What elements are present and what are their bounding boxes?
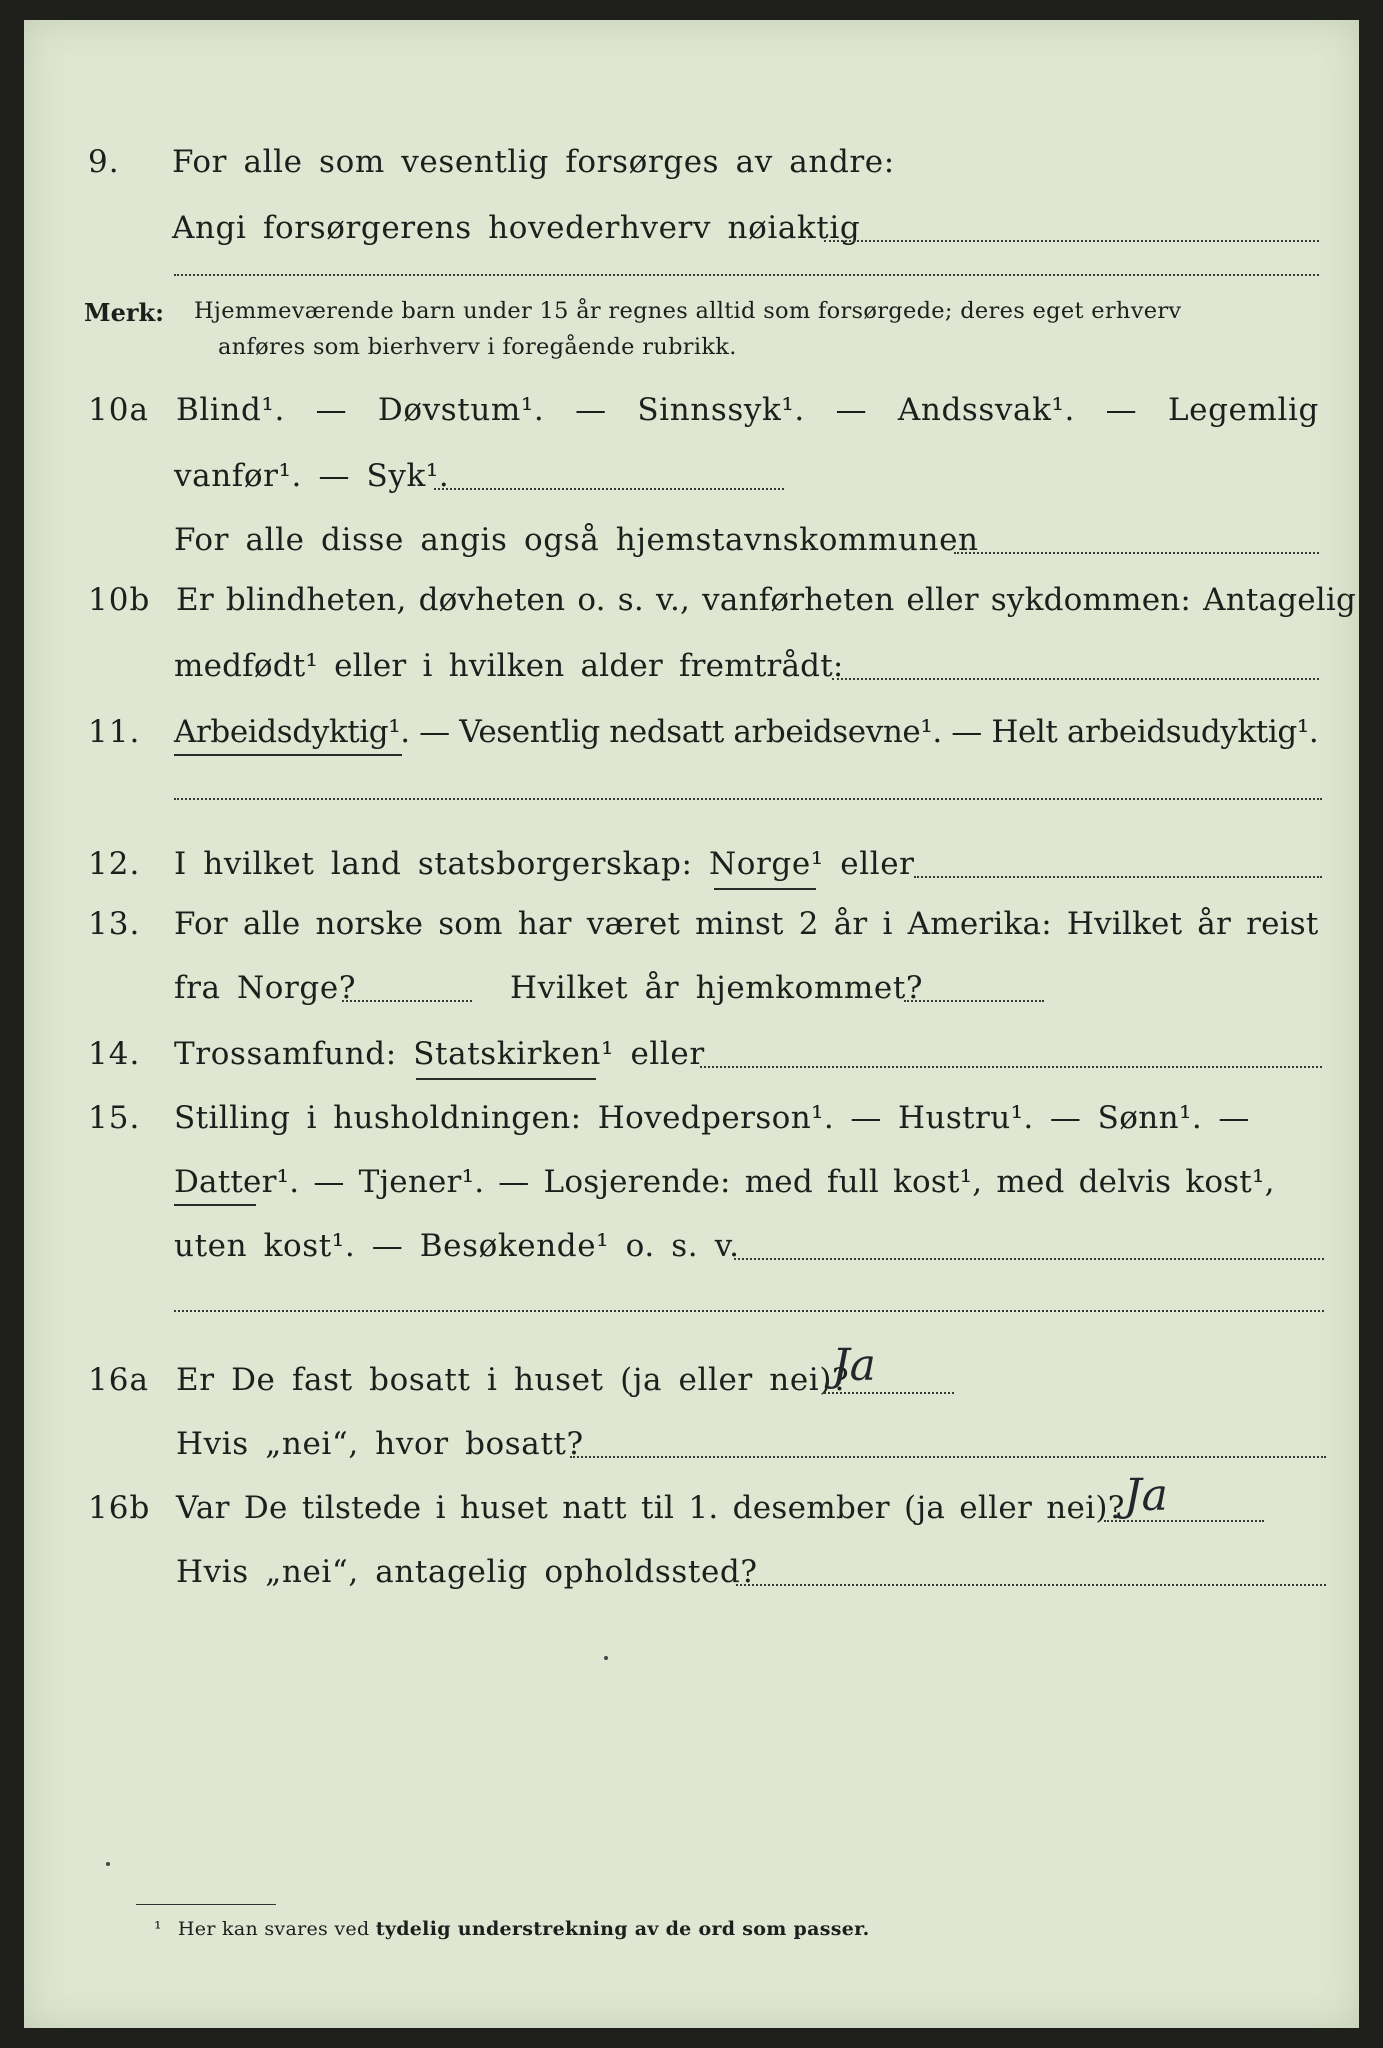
item-text: Hvilket år hjemkommet?: [510, 970, 924, 1006]
footnote-text-bold: tydelig understrekning av de ord som passer.: [375, 1918, 870, 1940]
answer-line[interactable]: [700, 1066, 1322, 1068]
item-text: For alle disse angis også hjemstavnskommunen: [174, 522, 979, 558]
separator: —: [575, 392, 607, 428]
selected-underline: [174, 1204, 256, 1206]
note-label: Merk:: [84, 298, 164, 327]
separator: —: [315, 392, 348, 428]
answer-line[interactable]: [954, 552, 1319, 554]
item-text: I hvilket land statsborgerskap: Norge¹ eller: [174, 846, 915, 882]
item-15-row-3: [24, 1222, 1359, 1270]
answer-line[interactable]: [736, 1584, 1326, 1586]
item-14-row: [24, 1030, 1359, 1078]
item-text: Var De tilstede i huset natt til 1. desember (ja eller nei)?: [176, 1490, 1125, 1526]
answer-line[interactable]: [570, 1456, 1326, 1458]
item-10a-row-3: [24, 516, 1359, 564]
item-text: Trossamfund: Statskirken¹ eller: [174, 1036, 705, 1072]
answer-line[interactable]: [824, 1392, 954, 1394]
selected-underline: [174, 754, 402, 756]
item-16a-row: [24, 1356, 1359, 1404]
item-text: Er De fast bosatt i huset (ja eller nei)?: [176, 1362, 850, 1398]
item-11-row: [24, 708, 1359, 756]
item-number: 10a: [88, 392, 149, 428]
item-text: Hvis „nei“, antagelig opholdssted?: [176, 1554, 758, 1590]
item-text: uten kost¹. — Besøkende¹ o. s. v.: [174, 1228, 740, 1264]
option-blind: Blind¹.: [176, 392, 285, 428]
item-9-row-2: [24, 204, 1359, 252]
option-legemlig: Legemlig: [1167, 392, 1319, 428]
answer-line[interactable]: [832, 678, 1319, 680]
item-10b-row-2: [24, 642, 1359, 690]
answer-line[interactable]: [174, 274, 1319, 276]
answer-line-return[interactable]: [904, 1000, 1044, 1002]
item-number: 13.: [88, 906, 141, 942]
item-9-row: [24, 138, 1359, 186]
answer-line[interactable]: [434, 488, 784, 490]
answer-line[interactable]: [914, 876, 1322, 878]
handwritten-answer: Ja: [832, 1340, 876, 1391]
option-dovstum: Døvstum¹.: [377, 392, 545, 428]
item-text: fra Norge?: [174, 970, 357, 1006]
answer-line[interactable]: [174, 798, 1322, 800]
item-text: Hvis „nei“, hvor bosatt?: [176, 1426, 584, 1462]
item-number: 9.: [88, 144, 120, 180]
item-number: 11.: [88, 714, 141, 750]
option-andssvak: Andssvak¹.: [897, 392, 1075, 428]
footnote-mark: ¹: [154, 1918, 162, 1940]
item-16b-row-2: [24, 1548, 1359, 1596]
item-13-row-2: [24, 964, 1359, 1012]
paper-speck: [106, 1862, 110, 1866]
item-10a-row: [24, 386, 1359, 434]
selected-underline: [416, 1078, 596, 1080]
item-text: vanfør¹. — Syk¹.: [174, 458, 450, 494]
footnote-text: Her kan svares ved: [177, 1918, 376, 1940]
item-12-row: [24, 840, 1359, 888]
separator: —: [835, 392, 868, 428]
item-text: Angi forsørgerens hovederhverv nøiaktig: [172, 210, 861, 246]
answer-line[interactable]: [824, 240, 1319, 242]
answer-line[interactable]: [174, 1310, 1324, 1312]
item-text: For alle norske som har været minst 2 år i Amerika: Hvilket år reist: [174, 906, 1319, 942]
item-text: Stilling i husholdningen: Hovedperson¹. — Hustru¹. — Sønn¹. —: [174, 1100, 1250, 1136]
separator: —: [1105, 392, 1138, 428]
item-number: 16a: [88, 1362, 149, 1398]
item-text: For alle som vesentlig forsørges av andre:: [172, 144, 895, 180]
item-number: 15.: [88, 1100, 141, 1136]
note-text: Hjemmeværende barn under 15 år regnes alltid som forsørgede; deres eget erhverv: [194, 298, 1182, 324]
option-sinnssyk: Sinnssyk¹.: [637, 392, 805, 428]
item-16a-row-2: [24, 1420, 1359, 1468]
item-text: Er blindheten, døvheten o. s. v., vanførheten eller sykdommen: Antagelig: [176, 582, 1357, 618]
answer-line[interactable]: [734, 1258, 1324, 1260]
census-form-page: [24, 20, 1359, 2028]
handwritten-answer: Ja: [1124, 1470, 1168, 1521]
paper-speck: [604, 1656, 608, 1660]
item-number: 12.: [88, 846, 141, 882]
footnote-rule: [136, 1904, 276, 1905]
footnote: [154, 1918, 870, 1940]
item-number: 16b: [88, 1490, 151, 1526]
item-15-row: [24, 1094, 1359, 1142]
answer-line-departure[interactable]: [342, 1000, 472, 1002]
item-number: 10b: [88, 582, 151, 618]
item-text: Datter¹. — Tjener¹. — Losjerende: med full kost¹, med delvis kost¹,: [174, 1164, 1275, 1200]
item-10a-row-2: [24, 452, 1359, 500]
item-15-row-2: [24, 1158, 1359, 1206]
item-text: Arbeidsdyktig¹. — Vesentlig nedsatt arbeidsevne¹. — Helt arbeidsudyktig¹.: [174, 714, 1319, 750]
selected-underline: [714, 888, 816, 890]
note-text: anføres som bierhverv i foregående rubrikk.: [218, 334, 737, 360]
item-13-row: [24, 900, 1359, 948]
item-text: medfødt¹ eller i hvilken alder fremtrådt:: [174, 648, 844, 684]
item-number: 14.: [88, 1036, 141, 1072]
item-text: [176, 392, 1319, 428]
item-10b-row: [24, 576, 1359, 624]
